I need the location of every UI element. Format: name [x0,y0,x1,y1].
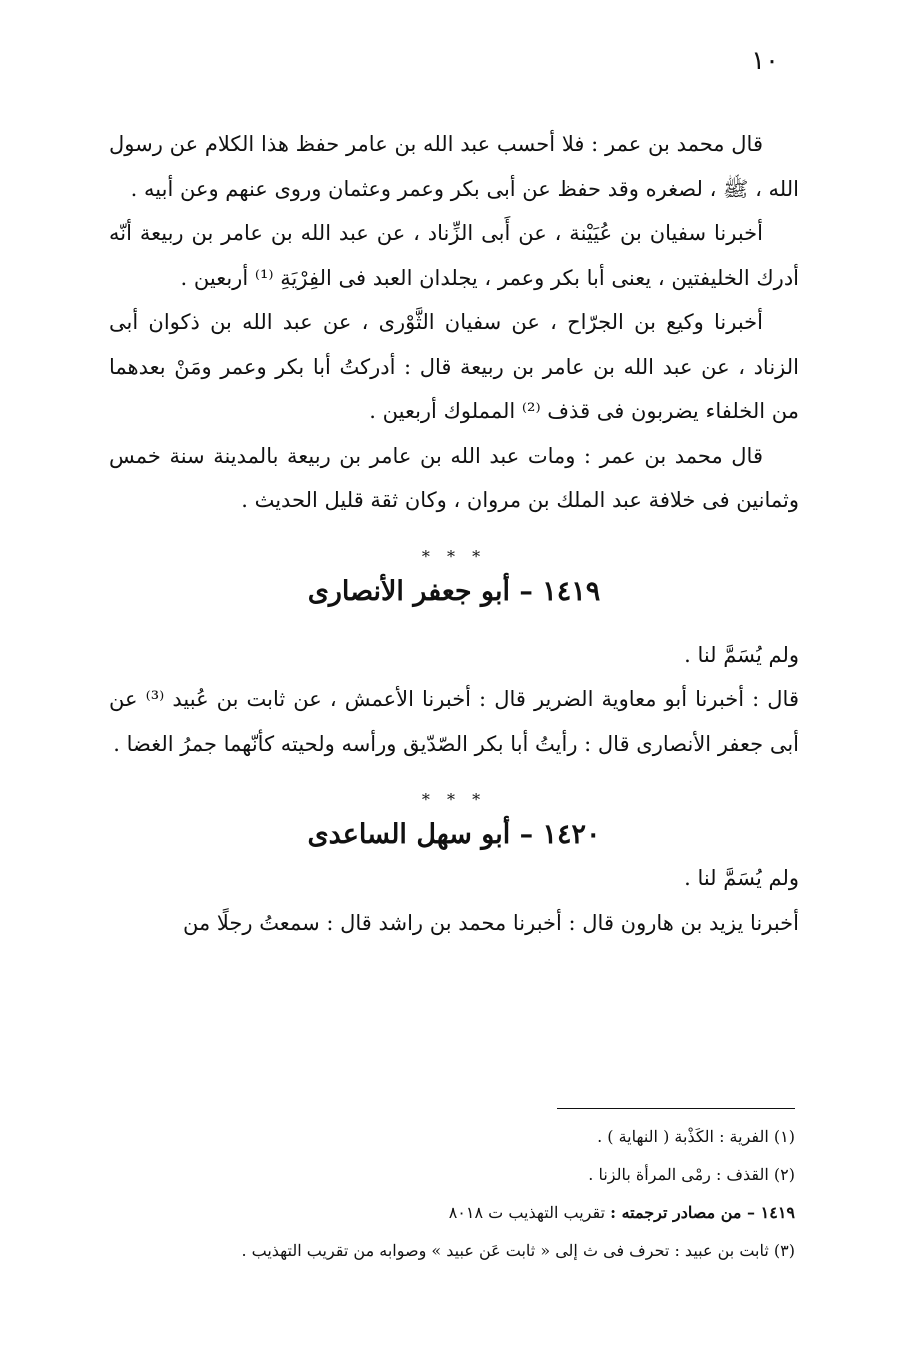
section-separator-2: * * * [421,790,487,809]
paragraph-3: أخبرنا وكيع بن الجرّاح ، عن سفيان الثَّوْرى ، عن عبد الله بن ذكوان أبى الزناد ، عن عبد الله بن عامر بن ربيعة قال : أدركتُ أبا بكر وعمر ومَنْ بعدهما من الخلفاء يضربون فى قذف ⁽²⁾ المملوك أربعين . [109,310,799,423]
footnote-3: (٣) ثابت بن عبيد : تحرف فى ث إلى « ثابت عَن عبيد » وصوابه من تقريب التهذيب . [241,1241,795,1260]
paragraph-2: أخبرنا سفيان بن عُيَيْنة ، عن أَبى الزِّناد ، عن عبد الله بن عامر بن ربيعة أنّه أدرك الخليفتين ، يعنى أبا بكر وعمر ، يجلدان العبد فى الفِرْيَةِ ⁽¹⁾ أربعين . [109,221,799,290]
footnote-1: (١) الفرية : الكَذْبة ( النهاية ) . [597,1127,795,1146]
footnote-rule [557,1108,795,1109]
paragraph-4: قال محمد بن عمر : ومات عبد الله بن عامر بن ربيعة بالمدينة سنة خمس وثمانين فى خلافة عبد الملك بن مروان ، وكان ثقة قليل الحديث . [109,443,799,512]
section-1420-line-2: أخبرنا يزيد بن هارون قال : أخبرنا محمد بن راشد قال : سمعتُ رجلًا من [182,910,799,935]
footnote-2: (٢) القذف : رمْى المرأة بالزنا . [588,1165,795,1184]
page-number: ١٠ [751,46,779,76]
section-separator-1: * * * [421,546,487,566]
footnote-sources-lead: ١٤١٩ – من مصادر ترجمته : [610,1203,795,1222]
section-heading-1420: ١٤٢٠ – أبو سهل الساعدى [307,819,601,850]
paragraph-1: قال محمد بن عمر : فلا أحسب عبد الله بن عامر حفظ هذا الكلام عن رسول الله ، ﷺ ، لصغره وقد حفظ عن أبى بكر وعمر وعثمان وروى عنهم وعن أبيه . [109,132,799,201]
section-heading-1419: ١٤١٩ – أبو جعفر الأنصارى [307,575,601,607]
footnotes [105,1118,795,1270]
footnote-sources-1419 [105,1194,795,1232]
body-text [109,122,799,945]
section-1419-line-1: ولم يُسَمَّ لنا . [684,642,799,667]
section-1419-line-2: قال : أخبرنا أبو معاوية الضرير قال : أخبرنا الأعمش ، عن ثابت بن عُبيد ⁽³⁾ عن أبى جعفر الأنصارى قال : رأيتُ أبا بكر الصّدّيق ورأسه ولحيته كأنّهما جمرُ الغضا . [109,687,799,756]
footnote-sources-text: تقريب التهذيب ت ٨٠١٨ [448,1203,611,1222]
section-1420-line-1: ولم يُسَمَّ لنا . [684,866,799,890]
